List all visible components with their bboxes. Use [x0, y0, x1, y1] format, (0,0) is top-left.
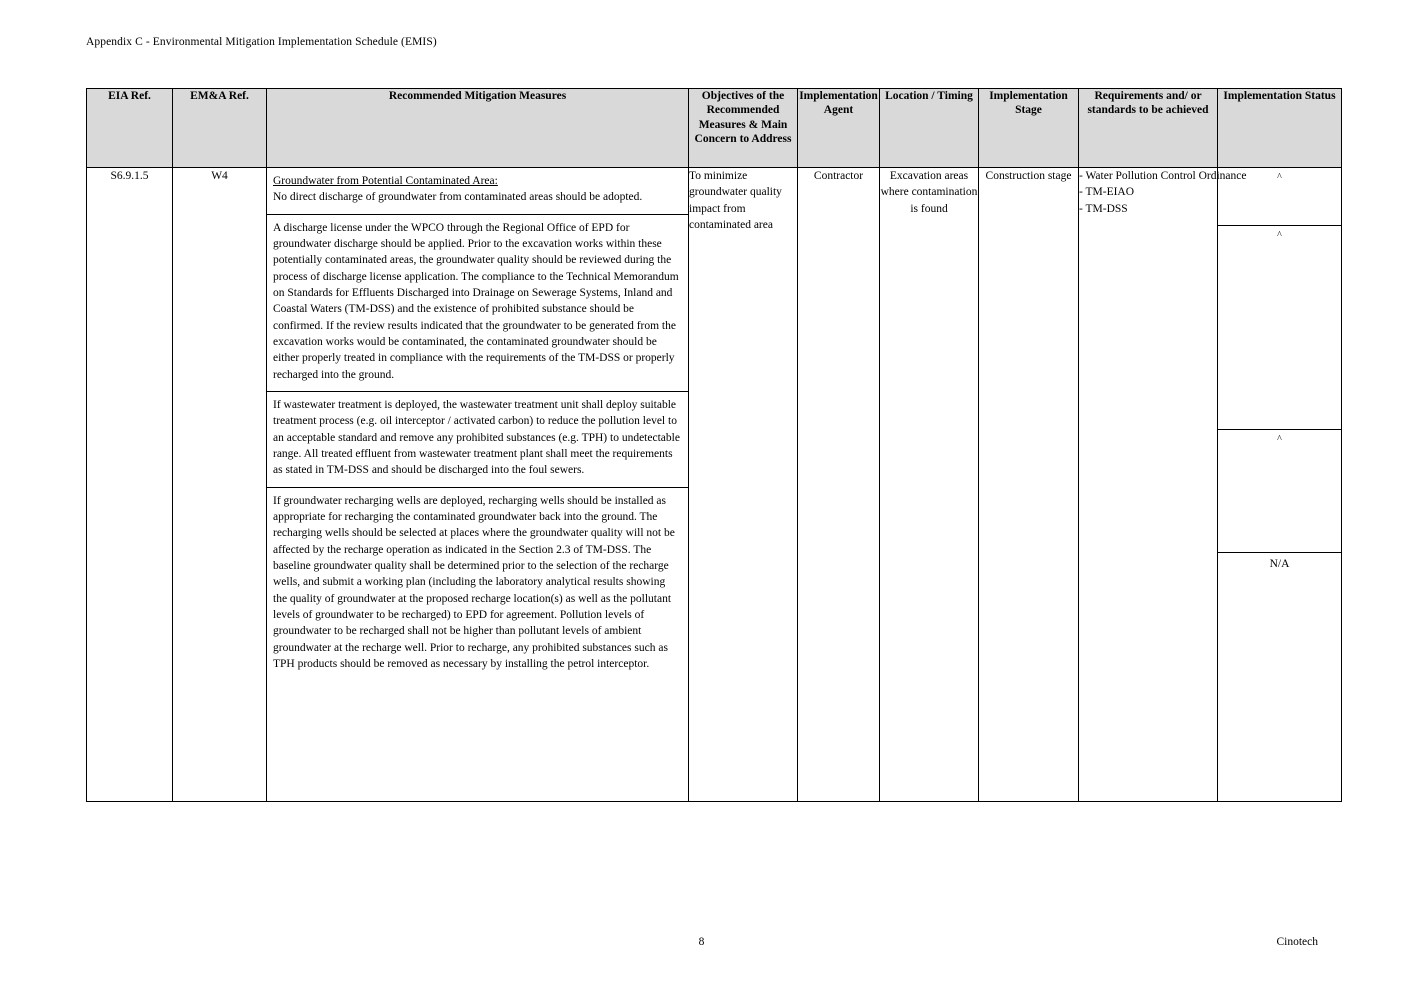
emis-table [86, 88, 1342, 802]
measure-block-4 [267, 488, 688, 681]
status-segment-2: ^ [1218, 226, 1341, 430]
column-header-implementation-status: Implementation Status [1218, 89, 1342, 168]
measure-block-2 [267, 215, 688, 392]
cell-implementation-agent: Contractor [798, 168, 880, 802]
column-header-eia-ref: EIA Ref. [87, 89, 173, 168]
requirement-line-1: - Water Pollution Control Ordinance [1079, 170, 1247, 182]
measure-block-1 [267, 168, 688, 215]
column-header-recommended-mitigation-measures: Recommended Mitigation Measures [267, 89, 689, 168]
table-header-row [87, 89, 1342, 168]
column-header-location-timing: Location / Timing [880, 89, 979, 168]
cell-implementation-status [1218, 168, 1342, 802]
status-segment-4: N/A [1269, 558, 1290, 570]
requirement-line-2: - TM-EIAO [1079, 186, 1135, 199]
cell-location-timing: Excavation areas where contamination is found [880, 168, 979, 802]
column-header-implementation-agent: Implementation Agent [798, 89, 880, 168]
measure-text-4: If groundwater recharging wells are deployed, recharging wells should be installed as appropriate for recharging the contaminated groundwater back into the ground. The recharging wells should be selected at places where the groundwater quality will not be affected by the recharge operation as indicated in the Section 2.3 of TM-DSS. The baseline groundwater quality shall be determined prior to the selection of the recharge wells, and submit a working plan (including the laboratory analytical results showing the quality of groundwater at the proposed recharge location(s) as well as the pollutant levels of groundwater to be recharged) to EPD for agreement. Pollution levels of groundwater to be recharged shall not be higher than pollutant levels of ambient groundwater at the recharge well. Prior to recharge, any prohibited substances such as TPH products should be removed as necessary by installing the petrol interceptor. [273, 494, 675, 670]
cell-objectives: To minimize groundwater quality impact from contaminated area [689, 168, 798, 802]
status-segment-1: ^ [1218, 168, 1341, 226]
measure-block-3 [267, 392, 688, 488]
cell-eia-ref: S6.9.1.5 [87, 168, 173, 802]
cell-ema-ref: W4 [173, 168, 267, 802]
page-number: 8 [698, 936, 705, 948]
status-segment-3: ^ [1218, 430, 1341, 553]
table-row [87, 168, 1342, 802]
measure-text-2: A discharge license under the WPCO through the Regional Office of EPD for groundwater discharge should be applied. Prior to the excavation works within these potentially contaminated areas, the groundwater quality should be reviewed during the process of discharge license application. The compliance to the Technical Memorandum on Standards for Effluents Discharged into Drainage on Sewerage Systems, Inland and Coastal Waters (TM-DSS) and the existence of prohibited substance should be confirmed. If the review results indicated that the groundwater to be generated from the excavation works would be contaminated, the contaminated groundwater should be either properly treated in compliance with the requirements of the TM-DSS or properly recharged into the ground. [273, 221, 679, 381]
measure-title: Groundwater from Potential Contaminated Area: [273, 175, 498, 187]
column-header-ema-ref: EM&A Ref. [173, 89, 267, 168]
footer-company: Cinotech [1276, 936, 1318, 948]
cell-implementation-stage: Construction stage [979, 168, 1079, 802]
requirement-line-3: - TM-DSS [1079, 202, 1128, 215]
cell-recommended-mitigation-measures [267, 168, 689, 802]
column-header-objectives: Objectives of the Recommended Measures & Main Concern to Address [689, 89, 798, 168]
measure-text-1: No direct discharge of groundwater from contaminated areas should be adopted. [273, 191, 643, 204]
column-header-requirements: Requirements and/ or standards to be achieved [1079, 89, 1218, 168]
cell-requirements [1079, 168, 1247, 802]
measure-text-3: If wastewater treatment is deployed, the wastewater treatment unit shall deploy suitable treatment process (e.g. oil interceptor / activated carbon) to reduce the pollution level to an acceptable standard and remove any prohibited substances (e.g. TPH) to undetectable range. All treated effluent from wastewater treatment plant shall meet the requirements as stated in TM-DSS and should be discharged into the foul sewers. [273, 398, 680, 477]
appendix-header: Appendix C - Environmental Mitigation Implementation Schedule (EMIS) [86, 36, 437, 48]
column-header-implementation-stage: Implementation Stage [979, 89, 1079, 168]
